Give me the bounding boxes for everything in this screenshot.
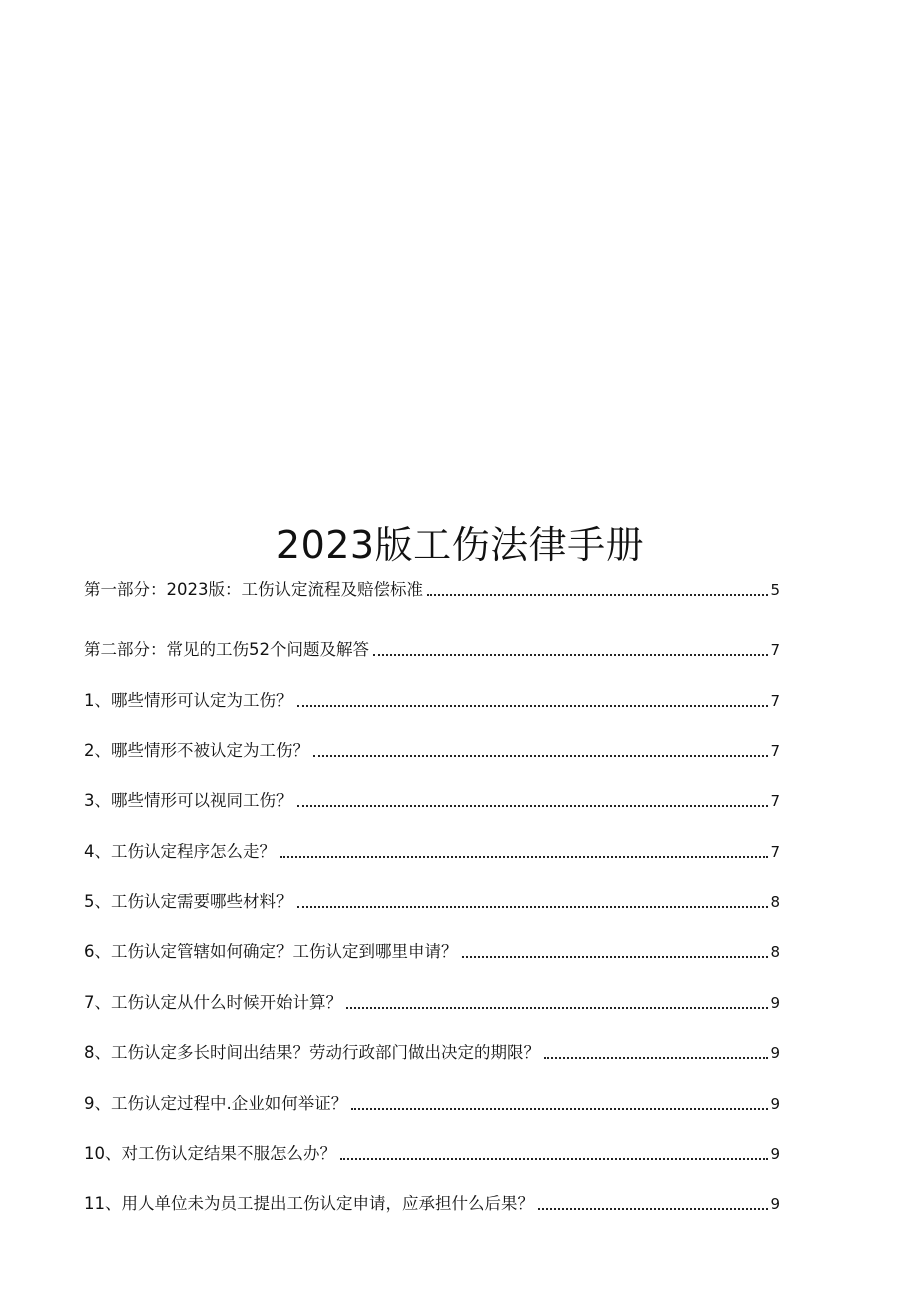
toc-entry-part-1[interactable] (84, 578, 780, 602)
toc-entry-text: 5、工伤认定需要哪些材料？ (84, 892, 293, 911)
toc-entry-text: 4、工伤认定程序怎么走？ (84, 842, 276, 861)
toc-entry-question-7[interactable] (84, 991, 780, 1015)
toc-dot-leader (280, 856, 768, 858)
toc-page-number: 5 (770, 581, 780, 599)
toc-entry-text: 7、工伤认定从什么时候开始计算？ (84, 993, 342, 1012)
toc-entry-question-9[interactable] (84, 1092, 780, 1116)
toc-entry-question-2[interactable] (84, 739, 780, 763)
toc-page-number: 9 (770, 994, 780, 1012)
toc-page-number: 7 (770, 692, 780, 710)
toc-dot-leader (313, 755, 768, 757)
toc-dot-leader (544, 1057, 768, 1059)
toc-page-number: 7 (770, 742, 780, 760)
toc-dot-leader (462, 956, 769, 958)
toc-entry-text: 11、用人单位未为员工提出工伤认定申请，应承担什么后果？ (84, 1194, 534, 1213)
toc-entry-text: 6、工伤认定管辖如何确定？工伤认定到哪里申请？ (84, 942, 458, 961)
toc-entry-question-6[interactable] (84, 940, 780, 964)
toc-page-number: 9 (770, 1095, 780, 1113)
toc-dot-leader (351, 1108, 768, 1110)
toc-entry-text: 10、对工伤认定结果不服怎么办？ (84, 1144, 336, 1163)
toc-entry-text: 9、工伤认定过程中.企业如何举证？ (84, 1094, 348, 1113)
toc-dot-leader (538, 1208, 768, 1210)
toc-page-number: 7 (770, 641, 780, 659)
toc-entry-question-1[interactable] (84, 689, 780, 713)
toc-entry-question-11[interactable] (84, 1192, 780, 1216)
toc-dot-leader (340, 1158, 768, 1160)
toc-entry-text: 第一部分：2023版：工伤认定流程及赔偿标准 (84, 580, 423, 599)
toc-entry-question-8[interactable] (84, 1041, 780, 1065)
toc-entry-part-2[interactable] (84, 638, 780, 662)
toc-entry-text: 2、哪些情形不被认定为工伤？ (84, 741, 309, 760)
toc-entry-text: 3、哪些情形可以视同工伤？ (84, 791, 293, 810)
toc-dot-leader (373, 654, 768, 656)
toc-dot-leader (427, 594, 768, 596)
toc-dot-leader (297, 906, 769, 908)
toc-entry-question-5[interactable] (84, 890, 780, 914)
toc-page-number: 7 (770, 843, 780, 861)
toc-entry-question-3[interactable] (84, 789, 780, 813)
toc-entry-question-4[interactable] (84, 840, 780, 864)
toc-page-number: 9 (770, 1145, 780, 1163)
toc-entry-text: 第二部分：常见的工伤52个问题及解答 (84, 640, 369, 659)
toc-dot-leader (297, 705, 769, 707)
toc-page-number: 9 (770, 1044, 780, 1062)
toc-entry-question-10[interactable] (84, 1142, 780, 1166)
toc-page-number: 9 (770, 1195, 780, 1213)
toc-dot-leader (297, 805, 769, 807)
toc-dot-leader (346, 1007, 768, 1009)
toc-entry-text: 1、哪些情形可认定为工伤？ (84, 691, 293, 710)
toc-page-number: 8 (770, 893, 780, 911)
toc-page-number: 8 (770, 943, 780, 961)
toc-page-number: 7 (770, 792, 780, 810)
page-title: 2023版工伤法律手册 (275, 523, 645, 567)
toc-entry-text: 8、工伤认定多长时间出结果？劳动行政部门做出决定的期限？ (84, 1043, 540, 1062)
